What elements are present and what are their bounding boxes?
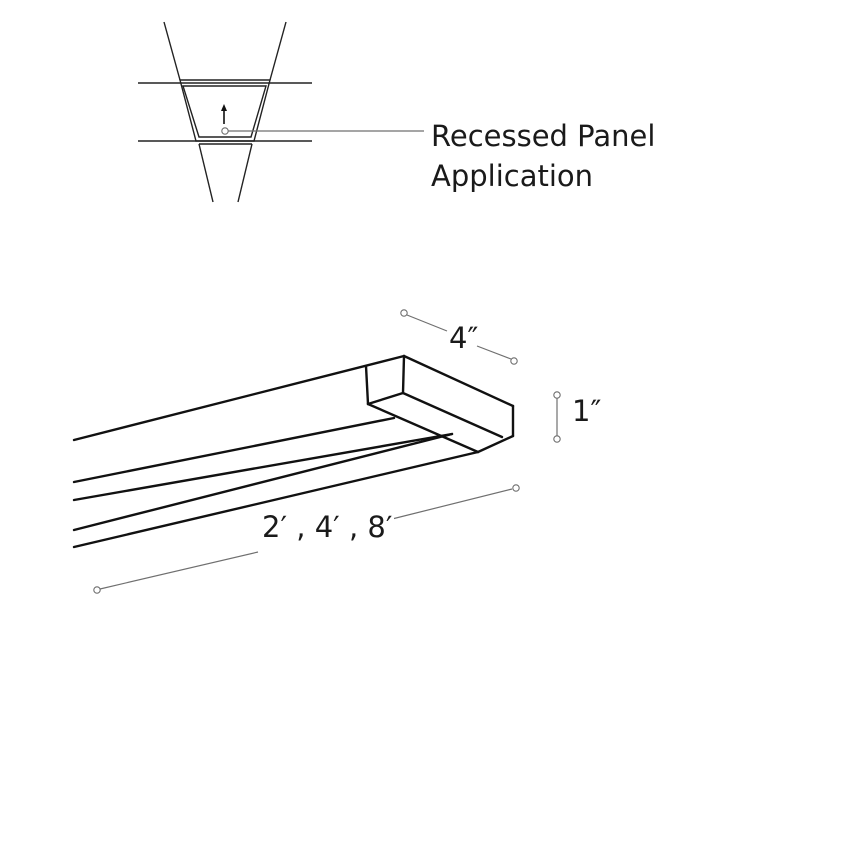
endcap-front-top: [368, 393, 403, 404]
application-leader-dot: [222, 128, 228, 134]
fixture-bottom-right: [478, 436, 513, 452]
application-label-line1: Recessed Panel: [431, 119, 656, 153]
ceiling-wall-lower-left: [199, 144, 213, 202]
dimension-width-label: 4″: [449, 321, 479, 355]
ceiling-wall-right: [270, 22, 286, 80]
ceiling-wall-left: [164, 22, 180, 80]
dimension-height-label: 1″: [572, 394, 602, 428]
application-label-line2: Application: [431, 159, 594, 193]
endcap-front-slant: [403, 393, 502, 437]
endcap-top-left: [366, 366, 368, 404]
direction-arrow-head: [221, 104, 227, 111]
fixture-top-edge: [74, 356, 404, 440]
dimension-height-leader: [554, 392, 560, 442]
application-label: [431, 116, 655, 196]
endcap-top-back: [404, 356, 513, 406]
ceiling-wall-lower-right: [238, 144, 252, 202]
endcap-inner-vertical: [403, 356, 404, 393]
dimension-length-label: 2′ , 4′ , 8′: [262, 510, 393, 544]
ceiling-application-inset: [138, 22, 424, 202]
